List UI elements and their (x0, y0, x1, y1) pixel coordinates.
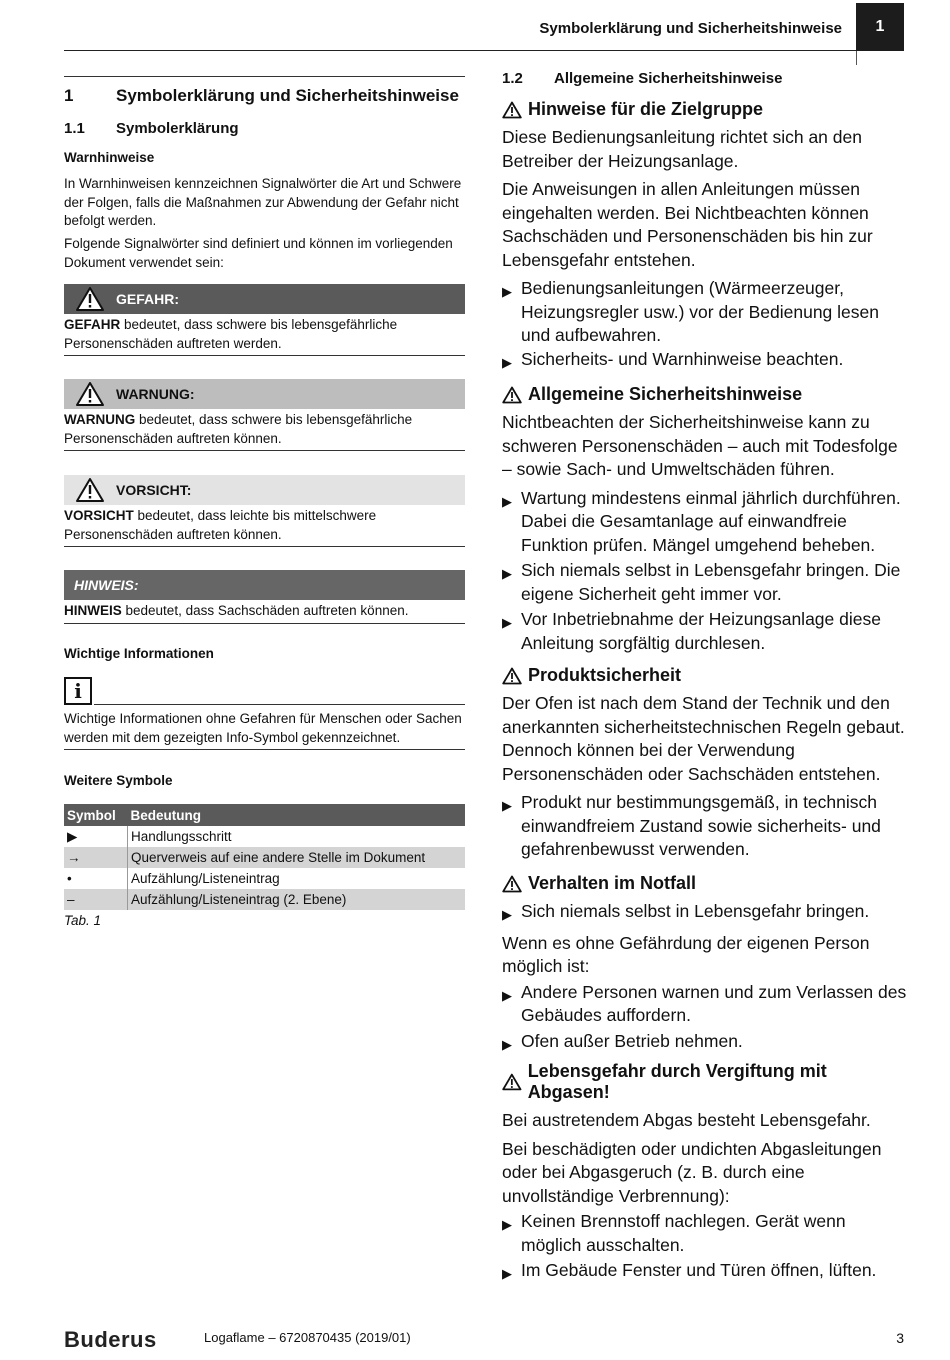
vorsicht-label: VORSICHT: (116, 482, 192, 498)
list-item: ▶ Ofen außer Betrieb nehmen. (502, 1030, 907, 1057)
section-allgemeine-sicherheitshinweise (502, 384, 907, 655)
divider (64, 450, 465, 451)
list-item: ▶ Keinen Brennstoff nachlegen. Gerät wenn möglich ausschalten. (502, 1210, 907, 1257)
divider (64, 546, 465, 547)
list-item: ▶ Sich niemals selbst in Lebensgefahr bringen. (502, 900, 907, 927)
header-rule (64, 50, 856, 51)
vorsicht-bar (64, 475, 465, 505)
list-item: ▶ Andere Personen warnen und zum Verlassen des Gebäudes auffordern. (502, 981, 907, 1028)
warnung-description: WARNUNG bedeutet, dass schwere bis lebensgefährliche Personenschäden auftreten können. (64, 412, 413, 446)
arrow-right-bullet-icon: ▶ (502, 798, 512, 813)
list-item: ▶ Sicherheits- und Warnhinweise beachten. (502, 348, 907, 375)
warning-triangle-icon (502, 386, 522, 404)
header-divider (856, 51, 857, 65)
list-item: ▶ Im Gebäude Fenster und Türen öffnen, lüften. (502, 1259, 907, 1286)
table-cell-meaning: Aufzählung/Listeneintrag (2. Ebene) (128, 889, 466, 910)
divider (64, 355, 465, 356)
warning-triangle-icon (502, 667, 522, 685)
warning-triangle-icon (502, 875, 522, 893)
gefahr-description: GEFAHR bedeutet, dass schwere bis lebensgefährliche Personenschäden auftreten werden. (64, 317, 398, 351)
section-title: Hinweise für die Zielgruppe (502, 99, 907, 120)
warnhinweise-paragraph-2: Folgende Signalwörter sind definiert und können im vorliegenden Dokument verwendet sein: (64, 236, 453, 270)
paragraph: Bei austretendem Abgas besteht Lebensgefahr. (502, 1110, 871, 1130)
wichtige-informationen-text: Wichtige Informationen ohne Gefahren für Menschen oder Sachen werden mit dem gezeigten Info-Symbol gekennzeichnet. (64, 711, 462, 745)
arrow-right-bullet-icon: ▶ (502, 1036, 512, 1052)
paragraph: Wenn es ohne Gefährdung der eigenen Person möglich ist: (502, 932, 870, 976)
section-title: Verhalten im Notfall (502, 873, 907, 894)
page-number: 3 (896, 1330, 904, 1346)
subsection-heading: 1.1 Symbolerklärung (64, 120, 239, 137)
chapter-number-badge: 1 (856, 3, 904, 51)
gefahr-bar (64, 284, 465, 314)
table-cell-symbol: – (64, 889, 128, 910)
arrow-right-bullet-icon: ▶ (502, 354, 512, 370)
arrow-right-bullet-icon: ▶ (502, 566, 512, 581)
info-rule (94, 704, 465, 705)
table-cell-symbol: • (64, 868, 128, 889)
arrow-right-bullet-icon: ▶ (502, 284, 512, 299)
arrow-right-bullet-icon: ▶ (502, 1266, 512, 1281)
brand-logo: Buderus (64, 1327, 157, 1352)
section-produktsicherheit (502, 665, 907, 862)
table-caption: Tab. 1 (64, 913, 102, 928)
arrow-right-bullet-icon: ▶ (502, 987, 512, 1003)
gefahr-label: GEFAHR: (116, 291, 179, 307)
document-reference: Logaflame – 6720870435 (2019/01) (204, 1330, 411, 1345)
table-cell-meaning: Aufzählung/Listeneintrag (131, 871, 280, 886)
hinweis-bar: HINWEIS: (64, 570, 465, 600)
list-item: ▶ Sich niemals selbst in Lebensgefahr bringen. Die eigene Sicherheit geht immer vor. (502, 559, 907, 606)
list-item: ▶ Wartung mindestens einmal jährlich durchführen. Dabei die Gesamtanlage auf einwandfreie Funktion prüfen. Mängel umgehend beheben. (502, 487, 907, 558)
warnung-label: WARNUNG: (116, 386, 195, 402)
section-title: Lebensgefahr durch Vergiftung mit Abgasen! (502, 1061, 907, 1103)
arrow-right-bullet-icon: ▶ (502, 1217, 512, 1232)
table-row (64, 868, 465, 889)
section-verhalten-im-notfall (502, 873, 907, 1056)
divider (64, 749, 465, 750)
list-item: ▶ Vor Inbetriebnahme der Heizungsanlage diese Anleitung sorgfältig durchlesen. (502, 608, 907, 655)
section-heading-1-2: 1.2 Allgemeine Sicherheitshinweise (502, 70, 783, 87)
paragraph: Der Ofen ist nach dem Stand der Technik und den anerkannten sicherheitstechnischen Regeln gebaut. Dennoch können bei der Verwendung Personenschäden oder Sachschäden entstehen. (502, 693, 905, 784)
table-header-symbol: Symbol (64, 804, 128, 826)
section-rule (64, 76, 465, 77)
divider (64, 623, 465, 624)
table-row (64, 889, 465, 910)
table-cell-symbol: ▶ (64, 826, 128, 847)
arrow-right-bullet-icon: ▶ (502, 615, 512, 630)
table-cell-meaning: Querverweis auf eine andere Stelle im Dokument (128, 847, 466, 868)
list-item: ▶ Bedienungsanleitungen (Wärmeerzeuger, Heizungsregler usw.) vor der Bedienung lesen und aufbewahren. (502, 277, 907, 348)
warnhinweise-paragraph-1: In Warnhinweisen kennzeichnen Signalwörter die Art und Schwere der Folgen, falls die Maßnahmen zur Abwendung der Gefahr nicht befolgt werden. (64, 176, 462, 228)
warning-triangle-icon (64, 477, 116, 503)
warning-triangle-icon (64, 286, 116, 312)
table-cell-symbol: → (64, 847, 128, 868)
arrow-right-bullet-icon: ▶ (502, 907, 512, 922)
running-header-title: Symbolerklärung und Sicherheitshinweise (539, 20, 842, 37)
table-header-bedeutung: Bedeutung (128, 804, 466, 826)
paragraph: Bei beschädigten oder undichten Abgasleitungen oder bei Abgasgeruch (z. B. durch eine unvollständige Verbrennung): (502, 1138, 882, 1206)
paragraph: Nichtbeachten der Sicherheitshinweise kann zu schweren Personenschäden – auch mit Todesfolge – sowie Sach- und Umweltschäden führen. (502, 412, 898, 479)
table-row (64, 826, 465, 847)
warning-triangle-icon (64, 381, 116, 407)
warnhinweise-heading: Warnhinweise (64, 150, 155, 165)
section-lebensgefahr-abgase (502, 1061, 907, 1286)
table-row (64, 847, 465, 868)
section-title: Produktsicherheit (502, 665, 907, 686)
chapter-heading: 1 Symbolerklärung und Sicherheitshinweise (64, 86, 459, 105)
warning-triangle-icon (502, 1073, 522, 1091)
list-item: ▶ Produkt nur bestimmungsgemäß, in technisch einwandfreiem Zustand sowie sicherheits- und gefahrenbewusst verwenden. (502, 791, 907, 862)
paragraph: Die Anweisungen in allen Anleitungen müssen eingehalten werden. Bei Nichtbeachten können Sachschäden und Personenschäden bis hin zur Lebensgefahr entstehen. (502, 179, 873, 270)
section-zielgruppe (502, 99, 907, 374)
paragraph: Diese Bedienungsanleitung richtet sich an den Betreiber der Heizungsanlage. (502, 127, 862, 171)
vorsicht-description: VORSICHT bedeutet, dass leichte bis mittelschwere Personenschäden auftreten können. (64, 508, 377, 542)
hinweis-description: HINWEIS bedeutet, dass Sachschäden auftreten können. (64, 603, 409, 618)
weitere-symbole-heading: Weitere Symbole (64, 773, 173, 788)
warning-triangle-icon (502, 101, 522, 119)
wichtige-informationen-heading: Wichtige Informationen (64, 646, 214, 661)
symbol-table (64, 804, 465, 928)
warnung-bar (64, 379, 465, 409)
info-icon: i (64, 677, 92, 705)
arrow-right-bullet-icon: ▶ (502, 493, 512, 509)
table-cell-meaning: Handlungsschritt (131, 829, 232, 844)
section-title: Allgemeine Sicherheitshinweise (502, 384, 907, 405)
